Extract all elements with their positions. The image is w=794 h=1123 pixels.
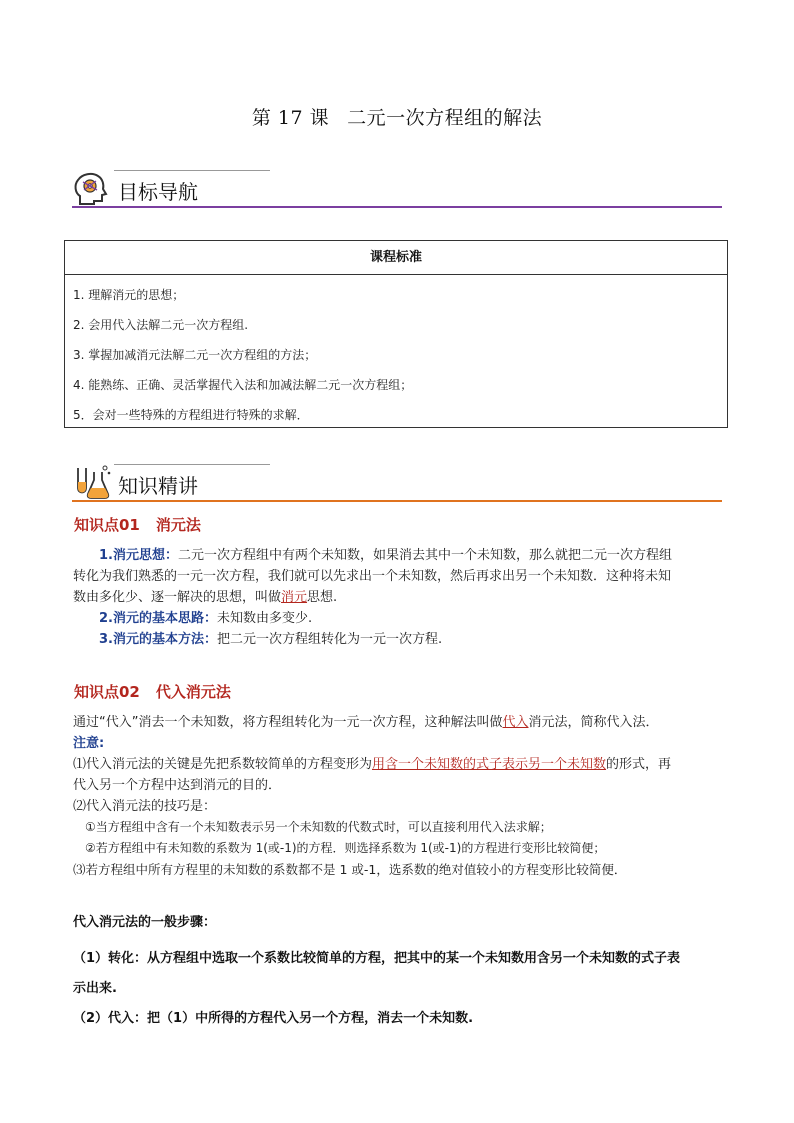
section-header-goals (72, 168, 722, 208)
section-underline (72, 500, 722, 502)
knowledge-point-1-body (73, 545, 723, 650)
section-top-rule (114, 170, 270, 171)
head-gear-icon (72, 170, 112, 206)
flask-icon (72, 464, 112, 500)
knowledge-point-2-body (73, 712, 723, 880)
paragraph-line: 通过“代入”消去一个未知数，将方程组转化为一元一次方程，这种解法叫做代入消元法，简称代入法． (73, 715, 659, 730)
knowledge-point-1-title: 知识点01 消元法 (74, 516, 201, 534)
underlined-term: 消元 (281, 590, 308, 605)
section-label: 目标导航 (118, 180, 198, 204)
standard-item-5: 5．会对一些特殊的方程组进行特殊的求解． (73, 408, 309, 422)
paragraph-line: 3.消元的基本方法：把二元一次方程组转化为一元一次方程. (99, 632, 443, 647)
section-underline (72, 206, 722, 208)
steps-title: 代入消元法的一般步骤： (73, 915, 217, 930)
step-1-line: 示出来. (73, 981, 117, 996)
paragraph-line: 代入另一个方程中达到消元的目的． (73, 778, 282, 793)
paragraph-line: ①当方程组中含有一个未知数表示另一个未知数的代数式时，可以直接利用代入法求解； (85, 820, 552, 834)
page-title (0, 103, 794, 130)
knowledge-point-2-title: 知识点02 代入消元法 (74, 683, 231, 701)
step-1-line: （1）转化：从方程组中选取一个系数比较简单的方程，把其中的某一个未知数用含另一个未知数的式子表 (73, 951, 681, 966)
paragraph-line: 2.消元的基本思路：未知数由多变少. (99, 611, 313, 626)
lesson-number: 第 17 课 (251, 107, 330, 129)
paragraph-line: ②若方程组中有未知数的系数为 1(或-1)的方程．则选择系数为 1(或-1)的方程进行变形比较简便； (85, 841, 606, 855)
table-header: 课程标准 (65, 241, 727, 275)
paragraph-line: 转化为我们熟悉的一元一次方程，我们就可以先求出一个未知数，然后再求出另一个未知数．这种将未知 (73, 569, 672, 584)
underlined-term: 代入 (502, 715, 529, 730)
paragraph-line: ⑶若方程组中所有方程里的未知数的系数都不是 1 或-1，选系数的绝对值较小的方程变形比较简便． (73, 862, 627, 877)
underlined-term: 用含一个未知数的式子表示另一个未知数 (372, 757, 607, 772)
lesson-topic: 二元一次方程组的解法 (347, 107, 543, 129)
paragraph-line: ⑴代入消元法的关键是先把系数较简单的方程变形为用含一个未知数的式子表示另一个未知数的形式，再 (73, 757, 672, 772)
note-label: 注意: (73, 736, 105, 751)
standard-item-2: 2. 会用代入法解二元一次方程组. (73, 318, 249, 332)
standard-item-3: 3. 掌握加减消元法解二元一次方程组的方法； (73, 348, 317, 362)
course-standard-table (64, 240, 728, 428)
step-2-line: （2）代入：把（1）中所得的方程代入另一个方程，消去一个未知数. (73, 1011, 474, 1026)
section-header-knowledge (72, 462, 722, 502)
paragraph-line: 数由多化少、逐一解决的思想，叫做消元思想. (73, 590, 338, 605)
section-label: 知识精讲 (118, 474, 198, 498)
paragraph-line: ⑵代入消元法的技巧是： (73, 799, 217, 814)
standard-item-1: 1. 理解消元的思想； (73, 288, 185, 302)
paragraph-line: 1.消元思想：二元一次方程组中有两个未知数，如果消去其中一个未知数，那么就把二元一次方程组 (99, 548, 672, 563)
steps-list (73, 944, 723, 1034)
section-top-rule (114, 464, 270, 465)
standard-item-4: 4. 能熟练、正确、灵活掌握代入法和加减法解二元一次方程组； (73, 378, 413, 392)
